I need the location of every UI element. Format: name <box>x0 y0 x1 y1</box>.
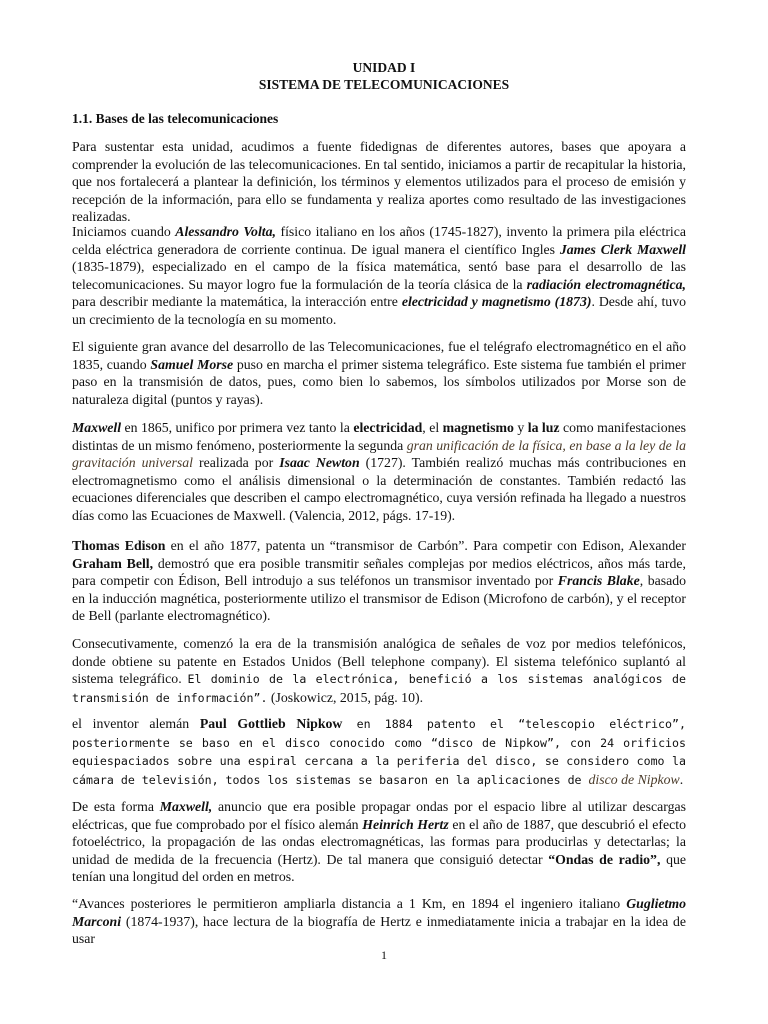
paragraph-analog-era: Consecutivamente, comenzó la era de la transmisión analógica de señales de voz por medios telefónicos, donde obtiene su patente en Estados Unidos (Bell telephone company). El sistema telefónico suplantó al sistema telegráfico. El dominio de la electrónica, benefició a los sistemas analógicos de transmisión de información”. (Joskowicz, 2015, pág. 10). <box>72 636 686 705</box>
paragraph-maxwell-1865: Maxwell en 1865, unifico por primera vez tanto la electricidad, el magnetismo y la luz como manifestaciones distintas de un mismo fenómeno, posteriormente la segunda gran unificación de la física, en base a la ley de la gravitación universal realizada por Isaac Newton (1727). También realizó muchas más contribuciones en electromagnetismo como el análisis dimensional o la determinación de constantes. También redactó las ecuaciones diferenciales que describen el campo electromagnético, cuya versión refinada ha llegado a nuestros días como las Ecuaciones de Maxwell. (Valencia, 2012, págs. 17-19). <box>72 420 687 523</box>
page-number: 1 <box>381 948 387 962</box>
paragraph-hertz: De esta forma Maxwell, anuncio que era posible propagar ondas por el espacio libre al utilizar descargas eléctricas, que fue comprobado por el físico alemán Heinrich Hertz en el año de 1887, que descubrió el efecto fotoeléctrico, la propagación de las ondas electromagnéticas, las formas para producirlas y detectarlas; la unidad de medida de la frecuencia (Hertz). De tal manera que consiguió detectar “Ondas de radio”, que tenían una longitud del orden en metros. <box>72 799 686 885</box>
paragraph-morse: El siguiente gran avance del desarrollo de las Telecomunicaciones, fue el telégrafo electromagnético en el año 1835, cuando Samuel Morse puso en marcha el primer sistema telegráfico. Este sistema fue también el primer paso en la transmisión de datos, pues, como bien lo sabemos, los símbolos utilizados por Morse son de naturaleza digital (puntos y rayas). <box>72 339 686 407</box>
paragraph-marconi: “Avances posteriores le permitieron ampliarla distancia a 1 Km, en 1894 el ingeniero italiano Guglietmo Marconi (1874-1937), hace lectura de la biografía de Hertz e inmediatamente inicia a trabajar en la idea de usar <box>72 896 686 947</box>
unit-title: UNIDAD I <box>352 60 416 75</box>
paragraph-volta-maxwell: Iniciamos cuando Alessandro Volta, físico italiano en los años (1745-1827), invento la primera pila eléctrica celda eléctrica generadora de corriente continua. De igual manera el científico Ingles James Clerk Maxwell (1835-1879), especializado en el campo de la física matemática, sentó base para el desarrollo de las telecomunicaciones. Su mayor logro fue la formulación de la teoría clásica de la radiación electromagnética, para describir mediante la matemática, la interacción entre electricidad y magnetismo (1873). Desde ahí, tuvo un crecimiento de la tecnología en su momento. <box>72 224 687 327</box>
paragraph-nipkow: el inventor alemán Paul Gottlieb Nipkow en 1884 patento el “telescopio eléctrico”, posteriormente se baso en el disco conocido como “disco de Nipkow”, con 24 orificios equiespaciados sobre una espiral cercana a la periferia del disco, se considero como la cámara de televisión, todos los sistemas se basaron en la aplicaciones de disco de Nipkow. <box>72 716 686 787</box>
section-heading: 1.1. Bases de las telecomunicaciones <box>72 111 279 126</box>
unit-subtitle: SISTEMA DE TELECOMUNICACIONES <box>258 77 510 92</box>
paragraph-intro: Para sustentar esta unidad, acudimos a fuente fidedignas de diferentes autores, bases que apoyara a comprender la evolución de las telecomunicaciones. En tal sentido, iniciamos a partir de recapitular la historia, que nos fortalecerá a plantear la definición, los términos y elementos utilizados para el proceso de emisión y recepción de la información, para ello se fundamenta y realiza aportes como resultado de las investigaciones realizadas. <box>72 139 686 225</box>
paragraph-edison-bell: Thomas Edison en el año 1877, patenta un “transmisor de Carbón”. Para competir con Edison, Alexander Graham Bell, demostró que era posible transmitir señales complejas por medios eléctricos, años más tarde, para competir con Édison, Bell introdujo a sus teléfonos un transmisor inventado por Francis Blake, basado en la inducción magnética, posteriormente utilizo el transmisor de Edison (Microfono de carbón), y el receptor de Bell (parlante electromagnético). <box>72 538 686 624</box>
